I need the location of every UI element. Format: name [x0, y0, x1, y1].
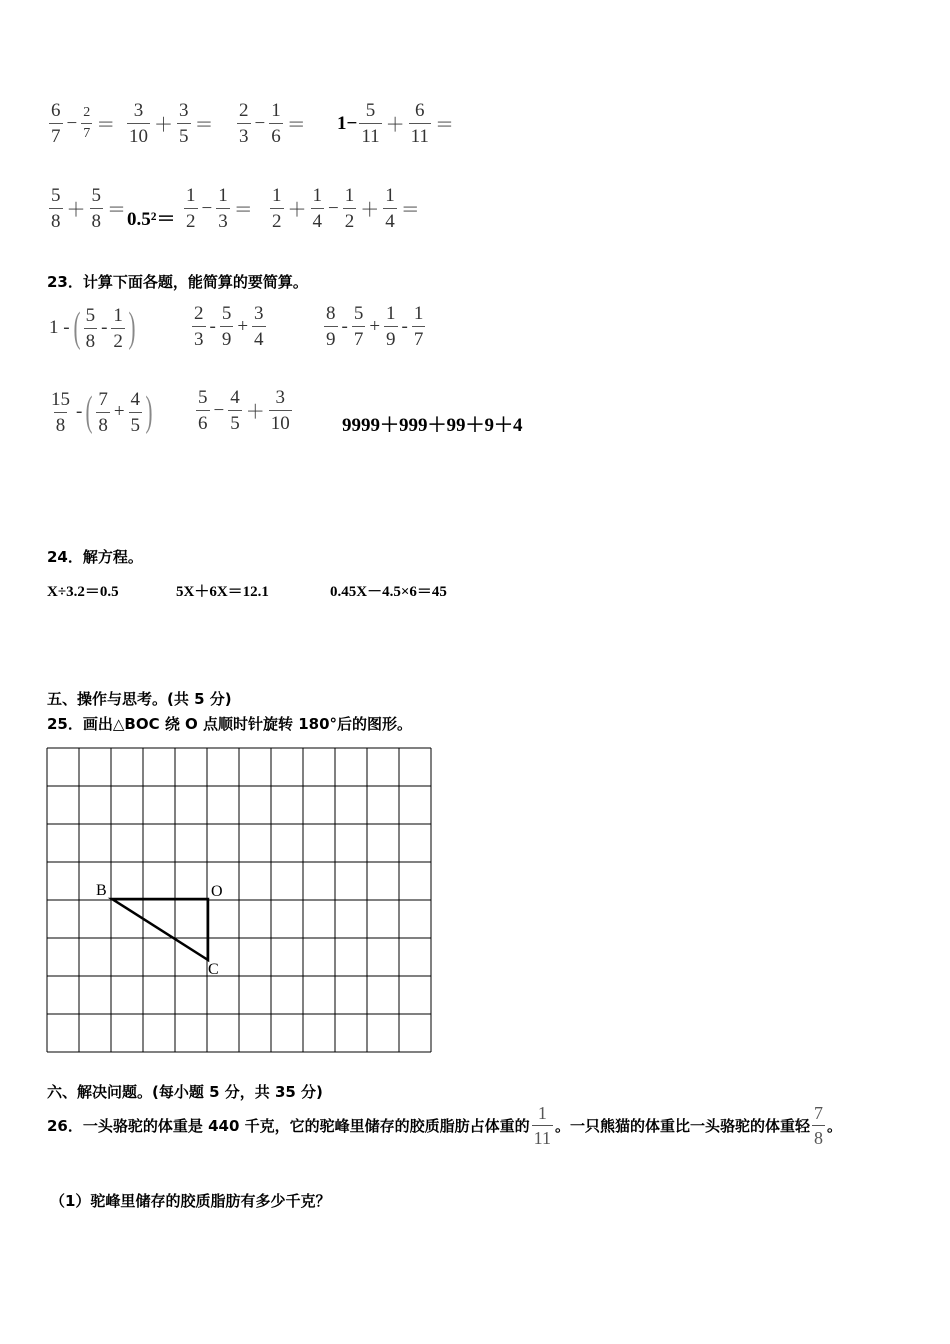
numerator: 5 [353, 303, 364, 324]
operator: ＝ [400, 200, 420, 221]
operator: − [201, 197, 213, 219]
numerator: 4 [230, 387, 240, 408]
numerator: 3 [275, 387, 285, 408]
numerator: 2 [194, 303, 204, 324]
numerator: 1 [386, 303, 396, 324]
operator: + [237, 315, 249, 337]
denominator: 8 [90, 208, 104, 231]
operator: - [101, 317, 108, 338]
operator: 1 - [49, 317, 70, 338]
question-25-text: 25．画出△BOC 绕 O 点顺时针旋转 180°后的图形。 [47, 715, 413, 733]
numerator: 5 [365, 100, 376, 121]
operator: ＝ [233, 200, 253, 221]
numerator: 3 [133, 100, 144, 121]
numerator: 1 [113, 304, 123, 326]
numerator: 8 [326, 303, 336, 324]
equation-2: 5X＋6X＝12.1 [176, 584, 269, 600]
denominator: 10 [269, 410, 292, 433]
denominator: 11 [359, 123, 381, 146]
operator: ＋ [154, 115, 174, 136]
parenthesis: ) [128, 305, 136, 351]
numerator: 1 [413, 303, 424, 324]
denominator: 6 [196, 410, 210, 433]
operator: − [66, 112, 78, 134]
denominator: 9 [384, 326, 398, 349]
numerator: 1 [312, 185, 323, 206]
numerator: 1 [385, 185, 395, 206]
denominator: 2 [184, 208, 198, 231]
denominator: 9 [324, 326, 338, 349]
numerator: 1 [537, 1103, 547, 1123]
section-6-title: 六、解决问题。(每小题 5 分，共 35 分) [47, 1083, 323, 1101]
operator: ＝ [107, 200, 127, 221]
numerator: 15 [51, 388, 70, 410]
numerator: 3 [179, 100, 189, 121]
denominator: 7 [412, 326, 426, 349]
denominator: 7 [352, 326, 366, 349]
denominator: 2 [270, 208, 284, 231]
triangle-boc [112, 899, 208, 960]
numerator: 2 [239, 100, 249, 121]
operator: ＝ [194, 115, 214, 136]
numerator: 6 [51, 100, 61, 121]
denominator: 8 [812, 1125, 825, 1147]
operator: − [254, 112, 266, 134]
operator: - [401, 315, 408, 337]
numerator: 1 [186, 185, 196, 206]
numerator: 4 [130, 388, 141, 410]
denominator: 6 [269, 123, 283, 146]
question-26-text-2: 。一只熊猫的体重比一头骆驼的体重轻 [554, 1117, 810, 1135]
question-26-text-3: 。 [827, 1117, 843, 1135]
denominator: 3 [216, 208, 230, 231]
denominator: 5 [177, 123, 191, 146]
question-23-title: 23．计算下面各题，能简算的要简算。 [47, 273, 308, 291]
point-o-label: O [211, 883, 223, 900]
expression-text: 1− [337, 112, 358, 134]
operator: ＋ [245, 402, 265, 423]
denominator: 7 [49, 123, 63, 146]
question-26 [47, 1104, 842, 1147]
numerator: 2 [83, 105, 91, 120]
denominator: 2 [343, 208, 357, 231]
numerator: 7 [98, 388, 108, 410]
question-24-title: 24．解方程。 [47, 548, 143, 566]
expression-text: 0.5²＝ [127, 209, 176, 230]
denominator: 11 [532, 1125, 553, 1147]
numerator: 5 [91, 185, 102, 206]
parenthesis: ) [145, 389, 153, 435]
fraction-1-11 [532, 1104, 553, 1147]
numerator: 5 [51, 185, 61, 206]
operator: + [113, 401, 125, 422]
numerator: 1 [272, 185, 282, 206]
operator: ＋ [360, 200, 380, 221]
operator: − [328, 197, 339, 219]
denominator: 4 [311, 208, 325, 231]
operator: + [369, 315, 381, 337]
denominator: 5 [228, 410, 242, 433]
operator: - [209, 315, 216, 337]
denominator: 4 [252, 326, 266, 349]
denominator: 8 [49, 208, 63, 231]
parenthesis: ( [73, 305, 81, 351]
parenthesis: ( [85, 389, 93, 435]
expression-text: 9999＋999＋99＋9＋4 [342, 415, 523, 436]
operator: ＝ [96, 115, 116, 136]
numerator: 1 [271, 100, 281, 121]
denominator: 3 [237, 123, 251, 146]
denominator: 7 [81, 123, 92, 141]
denominator: 8 [84, 328, 98, 351]
point-c-label: C [208, 961, 219, 978]
operator: - [76, 401, 83, 422]
numerator: 5 [221, 303, 232, 324]
question-26-sub-1: （1）驼峰里储存的胶质脂肪有多少千克？ [50, 1192, 331, 1210]
numerator: 5 [85, 304, 96, 326]
numerator: 7 [814, 1103, 823, 1123]
point-b-label: B [96, 882, 107, 899]
operator: ＋ [66, 200, 86, 221]
denominator: 3 [192, 326, 206, 349]
denominator: 9 [220, 326, 234, 349]
denominator: 2 [111, 328, 125, 351]
denominator: 5 [129, 412, 143, 435]
denominator: 8 [54, 412, 68, 435]
numerator: 1 [344, 185, 355, 206]
numerator: 3 [254, 303, 264, 324]
equation-1: X÷3.2＝0.5 [47, 584, 119, 600]
equation-3: 0.45X－4.5×6＝45 [330, 584, 447, 600]
operator: - [341, 315, 348, 337]
denominator: 11 [409, 123, 431, 146]
section-5-title: 五、操作与思考。(共 5 分) [47, 690, 232, 708]
denominator: 10 [127, 123, 150, 146]
operator: ＝ [434, 115, 454, 136]
fraction-7-8 [812, 1104, 825, 1147]
operator: ＋ [385, 115, 405, 136]
operator: ＋ [287, 200, 307, 221]
operator: ＝ [286, 115, 306, 136]
question-26-text-1: 26．一头骆驼的体重是 440 千克，它的驼峰里储存的胶质脂肪占体重的 [47, 1117, 530, 1135]
numerator: 6 [415, 100, 425, 121]
denominator: 8 [96, 412, 110, 435]
numerator: 5 [198, 387, 208, 408]
numerator: 1 [218, 185, 228, 206]
denominator: 4 [383, 208, 397, 231]
operator: − [213, 399, 225, 421]
